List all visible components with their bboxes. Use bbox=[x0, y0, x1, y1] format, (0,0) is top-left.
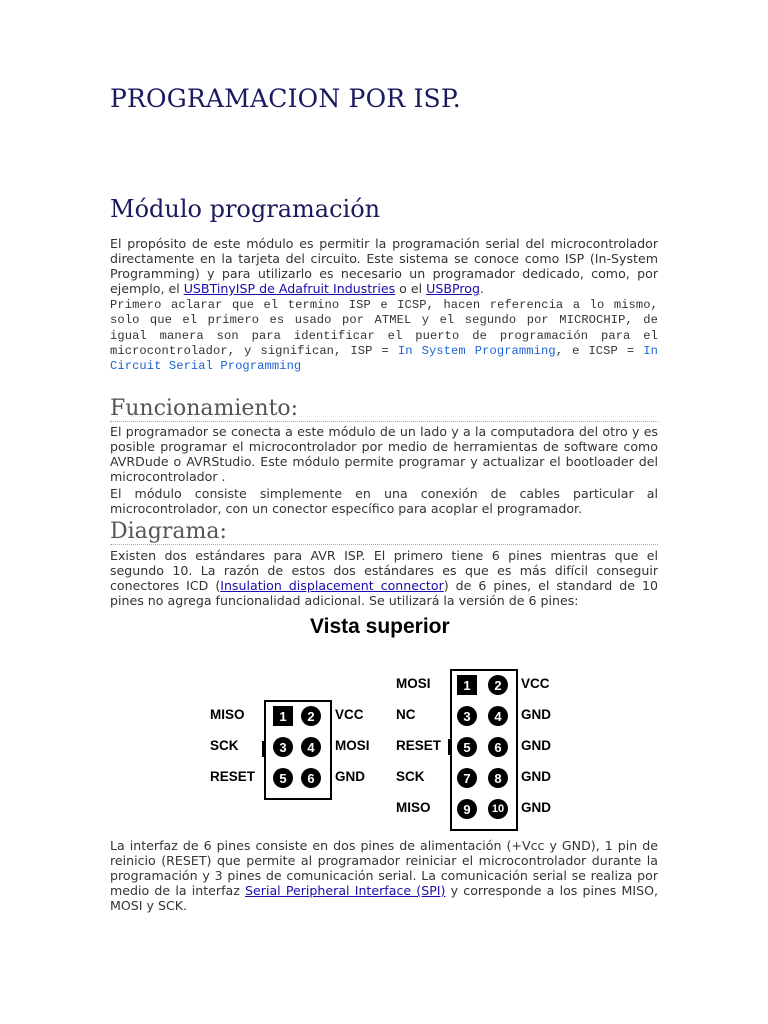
ten-pin-key-notch bbox=[448, 739, 451, 755]
section-heading-diagrama: Diagrama: bbox=[110, 519, 227, 544]
divider bbox=[110, 421, 658, 422]
six-pin-pin-6: 6 bbox=[301, 768, 321, 788]
six-pin-label-sck: SCK bbox=[210, 738, 239, 753]
ten-pin-pin-6: 6 bbox=[488, 737, 508, 757]
spi-link[interactable]: Serial Peripheral Interface (SPI) bbox=[245, 883, 446, 898]
ten-pin-pin-10: 10 bbox=[488, 799, 508, 819]
text-run: , e ICSP = bbox=[555, 343, 644, 358]
funcionamiento-paragraph-1: El programador se conecta a este módulo de un lado y a la computadora del otro y es posible programar el microcontrolador por medio de herramientas de software como AVRDude o AVRStudio. Este módulo permite programar y actualizar el bootloader del microcontrolador . bbox=[110, 424, 658, 484]
usbprog-link[interactable]: USBProg bbox=[426, 281, 480, 296]
figure-title: Vista superior bbox=[310, 615, 450, 638]
section-heading-funcionamiento: Funcionamiento: bbox=[110, 396, 299, 421]
text-run: El propósito de este módulo es permitir la programación serial del microcontrolador directamente en la tarjeta del circuito. Este sistema se conoce como ISP (In-System Programming) y para utilizarlo es necesario un programador dedicado, como, por ejemplo, el bbox=[110, 236, 658, 296]
text-run: y corresponde a los pines MISO, MOSI y SCK. bbox=[110, 883, 658, 913]
diagrama-paragraph-2 bbox=[110, 838, 658, 913]
in-circuit-serial-programming-link[interactable]: In Circuit Serial Programming bbox=[110, 343, 658, 374]
ten-pin-pin-2: 2 bbox=[488, 675, 508, 695]
six-pin-label-vcc: VCC bbox=[335, 707, 364, 722]
divider bbox=[110, 544, 658, 545]
ten-pin-label-sck: SCK bbox=[396, 769, 425, 784]
ten-pin-pin-3: 3 bbox=[457, 706, 477, 726]
ten-pin-label-nc: NC bbox=[396, 707, 416, 722]
ten-pin-label-gnd: GND bbox=[521, 800, 551, 815]
six-pin-key-notch bbox=[262, 741, 265, 757]
page-title: PROGRAMACION POR ISP. bbox=[110, 84, 461, 113]
six-pin-pin-1: 1 bbox=[273, 706, 293, 726]
ten-pin-label-gnd: GND bbox=[521, 769, 551, 784]
idc-link[interactable]: Insulation displacement connector bbox=[220, 578, 444, 593]
ten-pin-label-reset: RESET bbox=[396, 738, 442, 753]
ten-pin-pin-7: 7 bbox=[457, 768, 477, 788]
in-system-programming-link[interactable]: In System Programming bbox=[397, 343, 556, 358]
module-paragraph-1 bbox=[110, 236, 658, 296]
six-pin-label-miso: MISO bbox=[210, 707, 245, 722]
text-run: ) de 6 pines, el standard de 10 pines no agrega funcionalidad adicional. Se utilizará la versión de 6 pines: bbox=[110, 578, 658, 608]
six-pin-pin-5: 5 bbox=[273, 768, 293, 788]
ten-pin-pin-4: 4 bbox=[488, 706, 508, 726]
six-pin-pin-3: 3 bbox=[273, 737, 293, 757]
ten-pin-label-gnd: GND bbox=[521, 707, 551, 722]
module-paragraph-2 bbox=[110, 298, 658, 374]
six-pin-label-gnd: GND bbox=[335, 769, 365, 784]
usbtinyisp-link[interactable]: USBTinyISP de Adafruit Industries bbox=[183, 281, 396, 296]
ten-pin-label-miso: MISO bbox=[396, 800, 431, 815]
six-pin-label-reset: RESET bbox=[210, 769, 256, 784]
ten-pin-pin-1: 1 bbox=[457, 675, 477, 695]
six-pin-pin-2: 2 bbox=[301, 706, 321, 726]
text-run: Primero aclarar que el termino ISP e ICSP, hacen referencia a lo mismo, solo que el primero es usado por ATMEL y el segundo por MICROCHIP, de igual manera son para identificar el puerto de programación para el microcontrolador, y significan, ISP = bbox=[110, 298, 658, 358]
ten-pin-label-gnd: GND bbox=[521, 738, 551, 753]
diagrama-paragraph-1 bbox=[110, 548, 658, 608]
text-run: Existen dos estándares para AVR ISP. El primero tiene 6 pines mientras que el segundo 10. La razón de estos dos estándares es que es más difícil conseguir conectores ICD ( bbox=[110, 548, 658, 593]
six-pin-pin-4: 4 bbox=[301, 737, 321, 757]
ten-pin-label-vcc: VCC bbox=[521, 676, 550, 691]
text-run: La interfaz de 6 pines consiste en dos pines de alimentación (+Vcc y GND), 1 pin de reinicio (RESET) que permite al programador reiniciar el microcontrolador durante la programación y 3 pines de comunicación serial. La comunicación serial se realiza por medio de la interfaz bbox=[110, 838, 658, 898]
ten-pin-pin-9: 9 bbox=[457, 799, 477, 819]
six-pin-label-mosi: MOSI bbox=[335, 738, 370, 753]
funcionamiento-paragraph-2: El módulo consiste simplemente en una conexión de cables particular al microcontrolador, con un conector específico para acoplar el programador. bbox=[110, 486, 658, 516]
ten-pin-pin-8: 8 bbox=[488, 768, 508, 788]
text-run: . bbox=[479, 281, 484, 296]
text-run: o el bbox=[395, 281, 427, 296]
ten-pin-label-mosi: MOSI bbox=[396, 676, 431, 691]
ten-pin-pin-5: 5 bbox=[457, 737, 477, 757]
section-heading-modulo: Módulo programación bbox=[110, 195, 381, 223]
